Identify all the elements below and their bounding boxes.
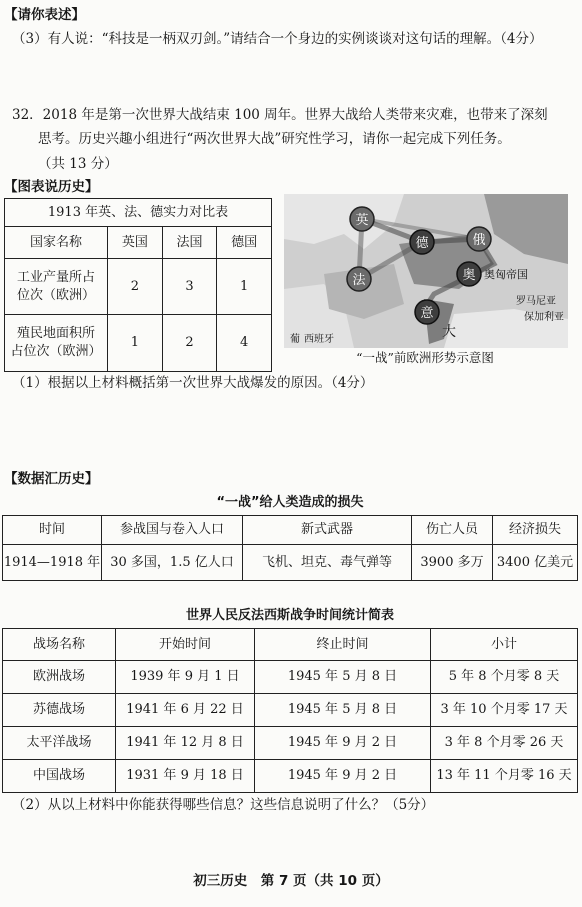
q32-intro-line2: 思考。历史兴趣小组进行“两次世界大战”研究性学习，请你一起完成下列任务。 — [38, 131, 511, 147]
table-row — [3, 661, 578, 694]
table-cell: 3900 多万 — [412, 545, 493, 581]
page-footer: 初三历史 第 7 页（共 10 页） — [193, 873, 389, 889]
table-cell: 1939 年 9 月 1 日 — [116, 661, 255, 694]
header-start-time: 开始时间 — [116, 629, 255, 661]
map-label-italy: 意 — [420, 306, 434, 321]
map-node-austria — [457, 262, 481, 286]
map-label-austria: 奥 — [462, 268, 476, 283]
map-node-germany — [410, 230, 434, 254]
question-3-text: （3）有人说：“科技是一柄双刃剑。”请结合一个身边的实例谈谈对这句话的理解。（4分） — [12, 31, 543, 47]
loss-table-title: “一战”给人类造成的损失 — [216, 495, 364, 510]
map-label-portugal: 葡 — [290, 334, 300, 345]
map-label-uk: 英 — [355, 213, 369, 228]
table-cell: 1941 年 12 月 8 日 — [116, 727, 255, 760]
table-cell: 1931 年 9 月 18 日 — [116, 760, 255, 793]
map-label-romania: 罗马尼亚 — [516, 296, 556, 307]
table-cell: 13 年 11 个月零 16 天 — [431, 760, 578, 793]
europe-prewar-map — [284, 194, 568, 348]
table-cell: 1914—1918 年 — [3, 545, 102, 581]
table-cell: 中国战场 — [3, 760, 116, 793]
table-row — [5, 259, 272, 315]
question-2-text: （2）从以上材料中你能获得哪些信息？这些信息说明了什么？（5分） — [12, 797, 435, 813]
table-cell: 3400 亿美元 — [493, 545, 578, 581]
map-label-spain: 西班牙 — [304, 334, 334, 345]
section-heading-express: 【请你表述】 — [4, 7, 85, 23]
row-label-line: 位次（欧洲） — [16, 287, 95, 303]
map-label-france: 法 — [352, 273, 366, 288]
table-cell: 30 多国，1.5 亿人口 — [102, 545, 243, 581]
table-row — [3, 727, 578, 760]
table-cell: 3 年 10 个月零 17 天 — [431, 694, 578, 727]
header-subtotal: 小计 — [431, 629, 578, 661]
table-cell: 1 — [108, 315, 163, 372]
map-label-ottoman: 奥匈帝国 — [484, 268, 528, 281]
war-time-table — [2, 628, 578, 793]
table-cell: 苏德战场 — [3, 694, 116, 727]
table-cell: 1945 年 5 月 8 日 — [255, 661, 431, 694]
question-1-text: （1）根据以上材料概括第一次世界大战爆发的原因。（4分） — [12, 375, 374, 391]
strength-table-title: 1913 年英、法、德实力对比表 — [5, 199, 272, 227]
row-label-industry — [5, 259, 108, 315]
row-label-line: 占位次（欧洲） — [10, 344, 102, 359]
header-uk: 英国 — [108, 227, 163, 259]
table-row — [3, 760, 578, 793]
map-label-da: 大 — [442, 324, 456, 340]
table-cell: 3 — [162, 259, 217, 315]
table-cell: 3 年 8 个月零 26 天 — [431, 727, 578, 760]
q32-intro-line1: 32．2018 年是第一次世界大战结束 100 周年。世界大战给人类带来灾难，也带来了深刻 — [12, 107, 548, 123]
header-economic-loss: 经济损失 — [493, 516, 578, 545]
map-node-uk — [350, 207, 374, 231]
section-heading-data: 【数据汇历史】 — [4, 471, 99, 487]
map-label-bulgaria: 保加利亚 — [524, 312, 564, 323]
table-cell: 1945 年 9 月 2 日 — [255, 727, 431, 760]
table-cell: 飞机、坦克、毒气弹等 — [243, 545, 412, 581]
header-time: 时间 — [3, 516, 102, 545]
header-country: 国家名称 — [5, 227, 108, 259]
map-label-germany: 德 — [415, 236, 429, 251]
map-node-france — [347, 267, 371, 291]
table-cell: 2 — [108, 259, 163, 315]
table-cell: 5 年 8 个月零 8 天 — [431, 661, 578, 694]
header-casualties: 伤亡人员 — [412, 516, 493, 545]
table-cell: 1945 年 5 月 8 日 — [255, 694, 431, 727]
table-cell: 2 — [162, 315, 217, 372]
strength-comparison-table — [4, 198, 272, 372]
table-row — [3, 694, 578, 727]
war-table-title: 世界人民反法西斯战争时间统计简表 — [185, 608, 394, 623]
map-label-russia: 俄 — [472, 233, 486, 248]
table-cell: 1945 年 9 月 2 日 — [255, 760, 431, 793]
row-label-colony — [5, 315, 108, 372]
header-end-time: 终止时间 — [255, 629, 431, 661]
map-node-russia — [467, 227, 491, 251]
table-cell: 1941 年 6 月 22 日 — [116, 694, 255, 727]
table-cell: 太平洋战场 — [3, 727, 116, 760]
header-weapons: 新式武器 — [243, 516, 412, 545]
row-label-line: 殖民地面积所 — [16, 326, 95, 342]
section-heading-chart: 【图表说历史】 — [4, 179, 99, 195]
map-caption: “一战”前欧洲形势示意图 — [356, 350, 494, 365]
header-countries: 参战国与卷入人口 — [102, 516, 243, 545]
table-cell: 欧洲战场 — [3, 661, 116, 694]
row-label-line: 工业产量所占 — [16, 269, 95, 285]
table-cell: 4 — [217, 315, 272, 372]
table-row — [3, 545, 578, 581]
q32-score: （共 13 分） — [38, 156, 118, 172]
loss-table — [2, 515, 578, 581]
table-cell: 1 — [217, 259, 272, 315]
header-germany: 德国 — [217, 227, 272, 259]
map-node-italy — [415, 300, 439, 324]
header-france: 法国 — [162, 227, 217, 259]
header-battlefield: 战场名称 — [3, 629, 116, 661]
table-row — [5, 315, 272, 372]
